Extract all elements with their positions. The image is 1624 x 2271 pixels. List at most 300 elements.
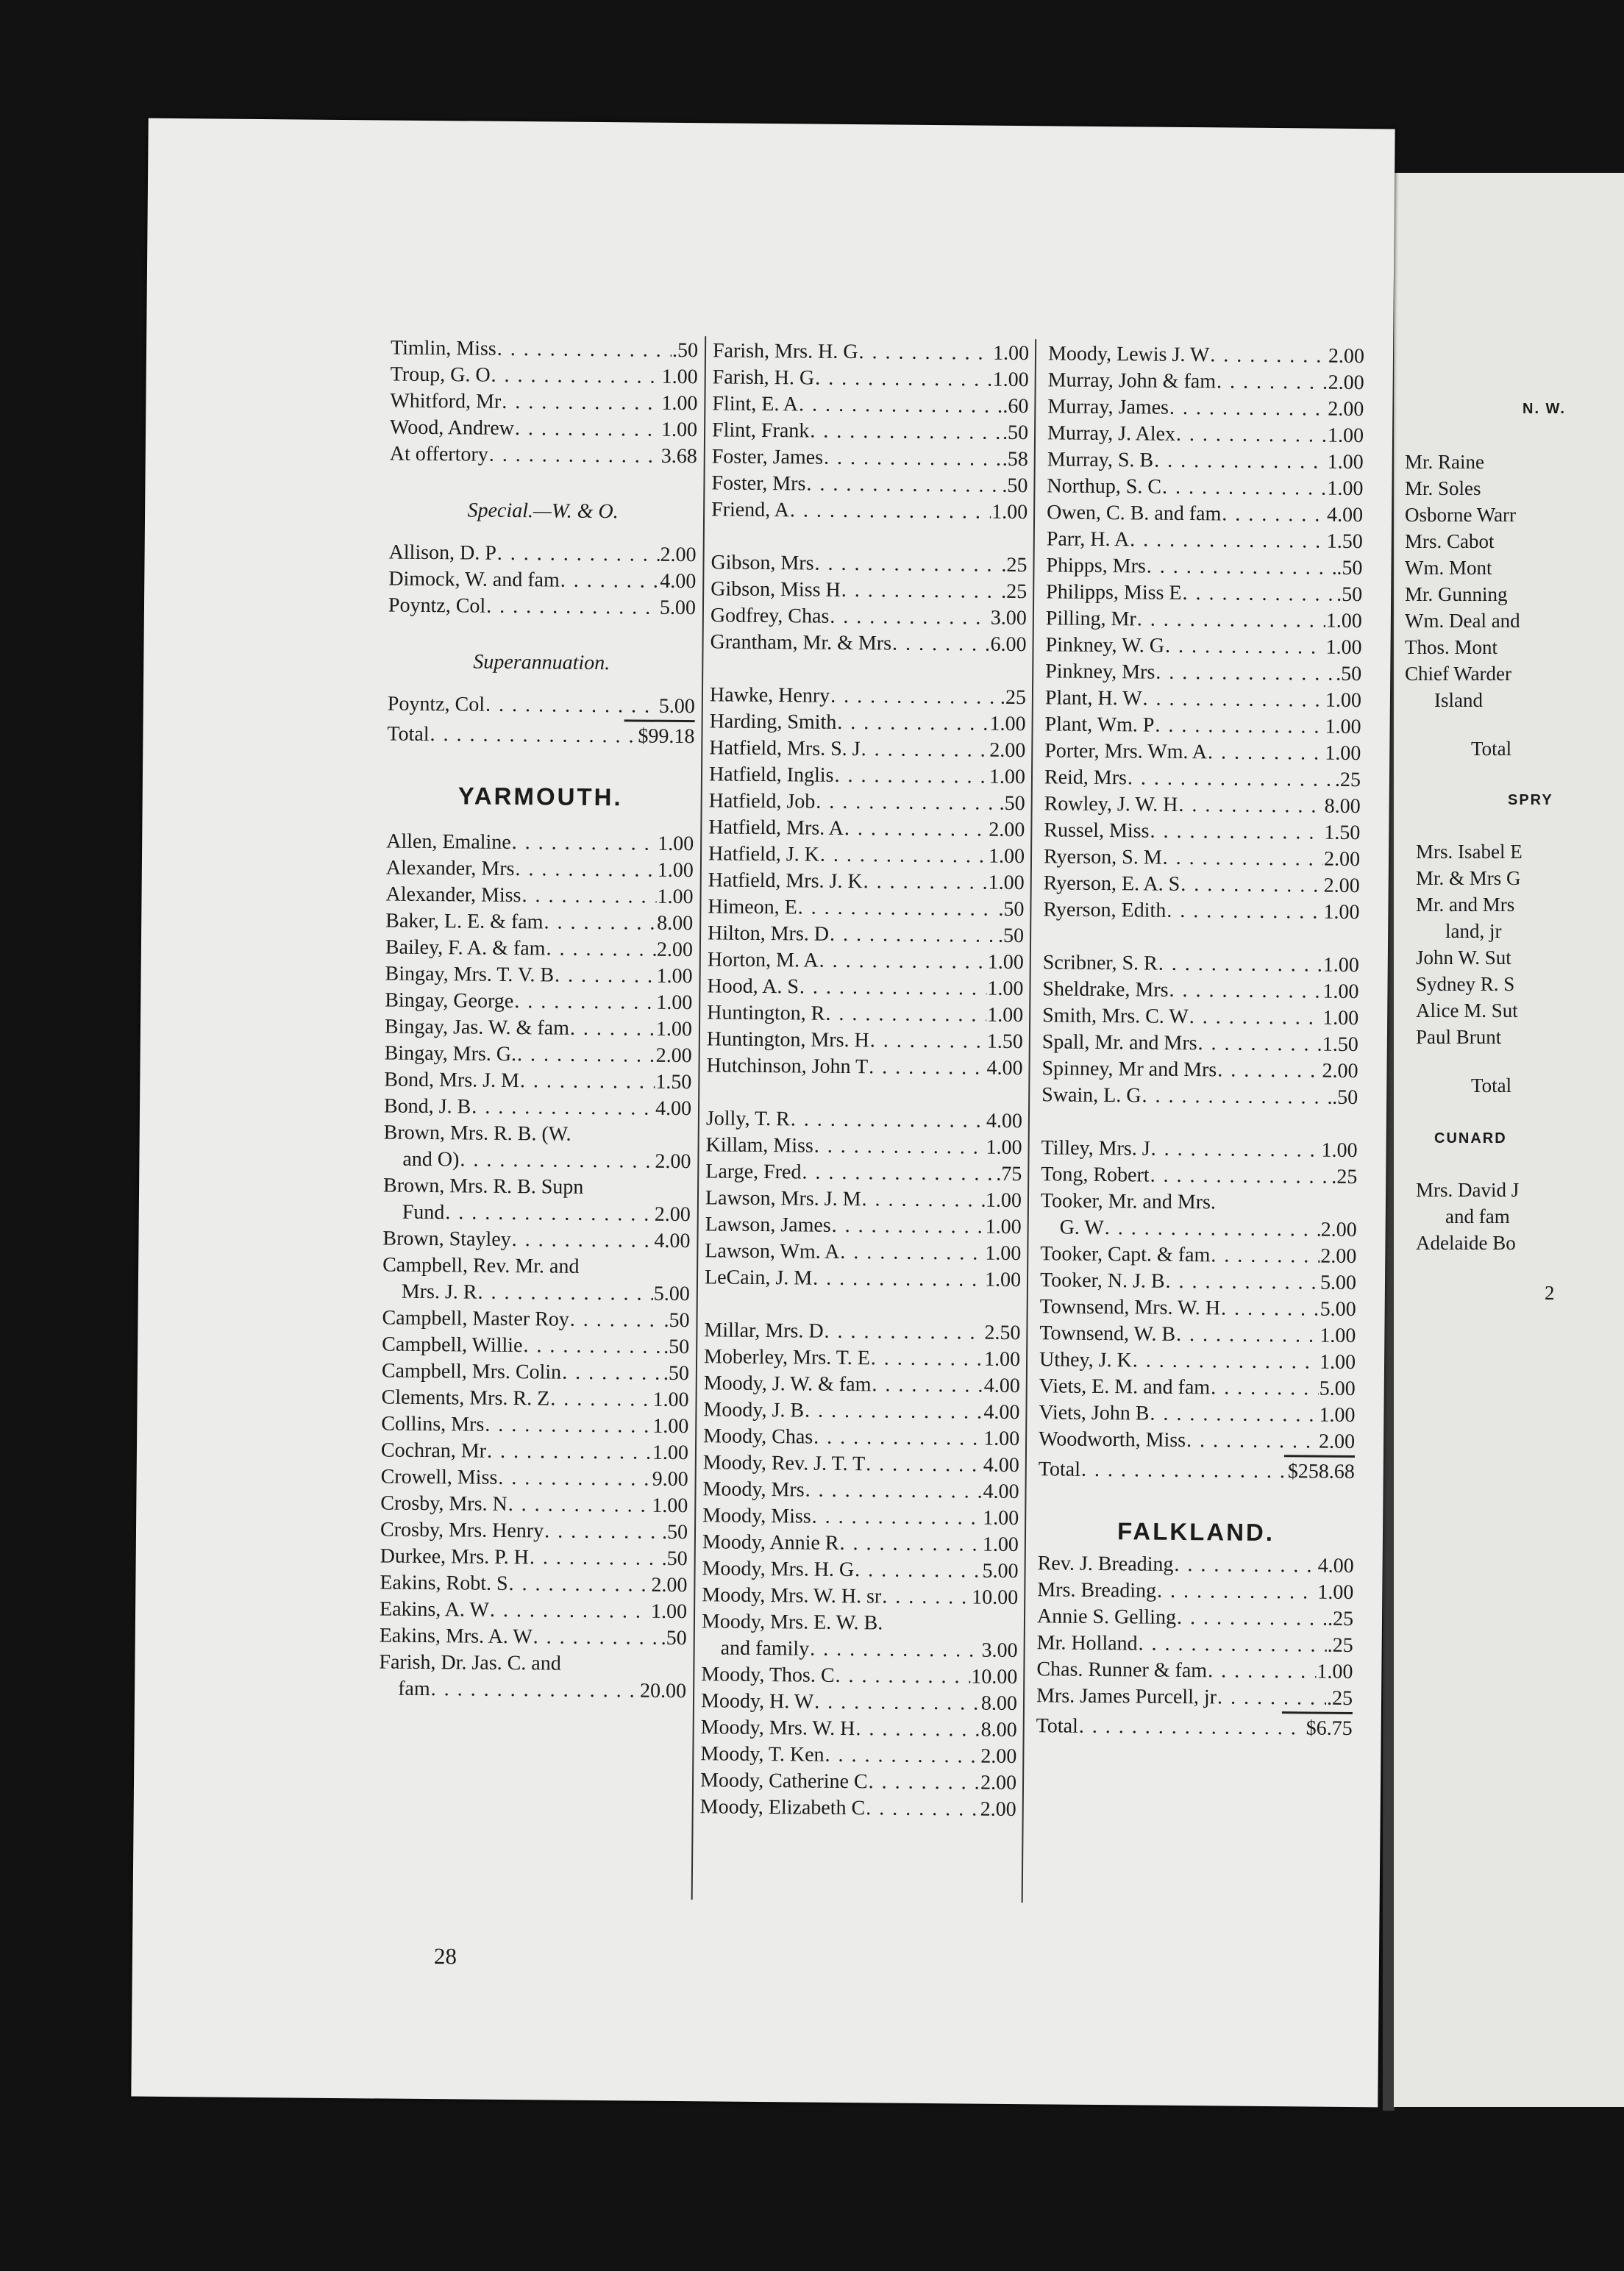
donation-amount: 2.00: [1328, 344, 1365, 368]
list-item: [708, 894, 1024, 923]
donation-amount: .25: [1331, 1165, 1358, 1189]
dot-leader: [835, 1663, 970, 1691]
list-item: [709, 735, 1025, 764]
donation-amount: 2.00: [1323, 847, 1361, 871]
donor-name: Porter, Mrs. Wm. A: [1044, 739, 1208, 764]
donor-name: Townsend, W. B: [1039, 1322, 1176, 1346]
donor-name: Mrs. J. R: [401, 1280, 477, 1304]
list-item: [384, 1094, 691, 1123]
list-item: [1039, 1426, 1355, 1455]
dot-leader: [866, 1795, 980, 1822]
dot-leader: [790, 497, 991, 525]
total-amount: $6.75: [1306, 1716, 1353, 1741]
list-item: [386, 855, 694, 885]
list-item: [388, 540, 696, 569]
list-item: [382, 1358, 689, 1387]
donor-name: Grantham, Mr. & Mrs: [710, 630, 892, 655]
donor-name: Pilling, Mr: [1045, 607, 1136, 631]
donation-amount: 2.00: [654, 1202, 691, 1227]
list-item: [702, 1555, 1018, 1585]
donation-amount: 1.00: [652, 1414, 689, 1438]
list-item: [1041, 1188, 1357, 1217]
list-item: [1044, 817, 1360, 846]
list-item: [1048, 367, 1364, 396]
donation-amount: 1.00: [1317, 1660, 1353, 1684]
donor-name: Tilley, Mrs. J: [1041, 1136, 1150, 1161]
donor-name: Timlin, Miss: [390, 336, 496, 360]
donor-name: Bond, Mrs. J. M: [384, 1068, 520, 1093]
dot-leader: [1177, 1605, 1327, 1633]
donor-name: Crowell, Miss: [380, 1465, 498, 1489]
donor-name: Parr, H. A: [1046, 527, 1130, 552]
dot-leader: [810, 418, 1002, 446]
donor-name: Moody, J. B: [703, 1398, 805, 1422]
donor-name: G. W: [1059, 1216, 1104, 1240]
donation-amount: 1.00: [652, 1441, 689, 1465]
list-item: [711, 470, 1028, 499]
dot-leader: [1217, 1684, 1326, 1711]
dot-leader: [471, 1094, 655, 1122]
donor-name: Moody, Lewis J. W: [1047, 342, 1210, 367]
donation-amount: .25: [1326, 1686, 1353, 1711]
dot-leader: [1169, 395, 1328, 423]
list-item: [708, 920, 1024, 949]
list-item: [384, 1120, 691, 1149]
dot-leader: [882, 1583, 971, 1611]
list-item: [1041, 1161, 1357, 1191]
dot-leader: [1222, 501, 1326, 528]
donation-amount: 2.00: [1323, 874, 1360, 898]
facing-page-text: Paul Brunt: [1416, 1026, 1502, 1048]
donor-name: Hatfield, J. K: [708, 842, 820, 866]
donation-amount: 1.00: [652, 1494, 688, 1518]
section-heading: FALKLAND.: [1116, 1517, 1275, 1547]
list-item: [1041, 1082, 1358, 1111]
list-item: [708, 946, 1024, 976]
donor-name: Tooker, Mr. and Mrs.: [1040, 1189, 1217, 1214]
donor-name: Alexander, Miss: [385, 883, 521, 908]
donation-amount: 3.00: [981, 1639, 1018, 1663]
total-amount: $258.68: [1287, 1460, 1355, 1484]
list-item: [705, 1132, 1022, 1161]
dot-leader: [841, 577, 1001, 605]
facing-page-text: Mr. Raine: [1405, 451, 1484, 473]
list-item: [713, 364, 1029, 393]
donation-amount: 4.00: [655, 1097, 692, 1121]
list-item: [704, 1344, 1020, 1373]
donation-amount: 1.00: [992, 368, 1029, 392]
dot-leader: [508, 1491, 652, 1519]
dot-leader: [1176, 421, 1327, 449]
donor-name: Ryerson, S. M: [1043, 845, 1162, 869]
donor-name: Crosby, Mrs. N: [380, 1491, 508, 1516]
donation-amount: 1.00: [982, 1533, 1019, 1557]
donation-amount: 1.00: [991, 500, 1028, 524]
donation-amount: 3.00: [990, 606, 1028, 630]
dot-leader: [514, 988, 655, 1016]
donor-name: Moody, Elizabeth C: [699, 1795, 866, 1820]
list-item: [708, 814, 1025, 844]
donor-name: Hatfield, Job: [708, 789, 816, 813]
donor-name: Lawson, James: [705, 1213, 831, 1237]
donor-name: Wood, Andrew: [389, 416, 515, 441]
donation-amount: 4.00: [983, 1400, 1020, 1425]
donor-name: Rev. J. Breading: [1037, 1552, 1174, 1576]
dot-leader: [858, 339, 992, 367]
donor-name: Brown, Mrs. R. B. Supn: [382, 1174, 584, 1199]
dot-leader: [1186, 1427, 1318, 1455]
list-item: [700, 1794, 1016, 1823]
list-item: [708, 867, 1025, 896]
donor-name: Eakins, Mrs. A. W: [379, 1624, 533, 1649]
dot-leader: [1165, 633, 1325, 661]
subsection-heading: Superannuation.: [473, 650, 610, 675]
list-item: [702, 1502, 1019, 1532]
donation-amount: .50: [1336, 662, 1362, 686]
dot-leader: [861, 736, 989, 764]
donation-amount: 1.00: [1327, 477, 1364, 501]
list-item: [1040, 1241, 1356, 1270]
facing-page-text: Total: [1471, 738, 1512, 760]
donation-amount: .50: [999, 791, 1025, 816]
donation-amount: 10.00: [972, 1586, 1019, 1610]
dot-leader: [1128, 765, 1334, 793]
donor-name: Plant, H. W: [1044, 686, 1142, 710]
donation-amount: 1.00: [661, 391, 698, 416]
donor-name: Eakins, A. W: [379, 1597, 490, 1622]
donor-name: Millar, Mrs. D: [704, 1319, 824, 1343]
list-item: [1047, 499, 1363, 529]
list-item: [379, 1675, 686, 1705]
donation-amount: 2.00: [989, 818, 1025, 842]
dot-leader: [570, 1016, 655, 1043]
section-heading: YARMOUTH.: [457, 782, 623, 811]
donor-name: Hutchinson, John T: [706, 1054, 869, 1079]
list-item: [388, 593, 696, 622]
list-item: [385, 961, 692, 991]
list-item: [701, 1714, 1017, 1744]
dot-leader: [1178, 792, 1324, 820]
dot-leader: [1079, 1712, 1306, 1744]
donation-amount: 2.00: [980, 1771, 1017, 1795]
donor-name: Poyntz, Col: [388, 593, 486, 618]
donation-amount: 2.00: [655, 1044, 692, 1068]
donation-amount: 2.00: [980, 1744, 1017, 1769]
donor-name: Himeon, E: [708, 895, 797, 919]
document-page: [131, 118, 1395, 2108]
list-item: [704, 1370, 1020, 1400]
list-item: [1040, 1267, 1356, 1297]
list-item: [709, 708, 1025, 738]
donation-amount: 1.00: [1322, 980, 1359, 1004]
donation-amount: 5.00: [982, 1559, 1019, 1583]
donor-name: Ryerson, E. A. S: [1043, 871, 1180, 896]
facing-page-text: land, jr: [1445, 920, 1502, 942]
donation-amount: 2.00: [655, 1149, 691, 1174]
donor-name: Flint, Frank: [711, 418, 810, 443]
dot-leader: [550, 1386, 652, 1413]
dot-leader: [819, 948, 987, 976]
dot-leader: [1150, 1401, 1318, 1429]
list-item: [707, 999, 1023, 1029]
list-item: [1037, 1577, 1353, 1606]
spacer: [705, 1291, 1021, 1320]
dot-leader: [562, 1360, 663, 1387]
dot-leader: [487, 1438, 652, 1466]
donation-amount: 1.00: [1320, 1324, 1356, 1348]
donor-name: Bingay, George: [385, 988, 514, 1013]
donation-amount: 1.00: [983, 1347, 1021, 1372]
donor-name: fam: [398, 1677, 430, 1701]
donor-name: Hatfield, Mrs. S. J: [709, 736, 861, 761]
column-3: [1036, 341, 1365, 1744]
donor-name: Campbell, Willie: [382, 1333, 523, 1358]
donation-amount: .25: [1334, 768, 1361, 792]
list-item: [709, 761, 1025, 791]
donor-name: Collins, Mrs: [381, 1412, 485, 1436]
dot-leader: [1211, 1375, 1319, 1402]
list-item: [703, 1423, 1019, 1452]
dot-leader: [1105, 1215, 1320, 1244]
donor-name: Brown, Stayley: [382, 1227, 511, 1252]
dot-leader: [866, 1451, 983, 1478]
list-item: [1039, 1347, 1356, 1376]
spacer: [710, 655, 1026, 685]
dot-leader: [869, 1054, 986, 1081]
dot-leader: [806, 471, 1001, 499]
donor-name: Chas. Runner & fam: [1036, 1658, 1208, 1683]
donation-amount: 1.50: [1326, 530, 1363, 554]
donor-name: Hawke, Henry: [709, 683, 830, 707]
donation-amount: 1.00: [1319, 1403, 1356, 1427]
list-item: [383, 1199, 691, 1228]
list-item: [380, 1596, 687, 1625]
dot-leader: [1137, 606, 1325, 634]
list-item: [390, 415, 697, 444]
dot-leader: [1167, 898, 1322, 926]
donation-amount: .25: [1327, 1607, 1354, 1631]
donation-amount: 1.00: [658, 832, 694, 856]
total-row: [1039, 1455, 1355, 1487]
donor-name: Smith, Mrs. C. W: [1042, 1004, 1189, 1029]
donor-name: Moberley, Mrs. T. E: [703, 1345, 871, 1370]
dot-leader: [1208, 739, 1324, 766]
donor-name: Moody, Miss: [702, 1504, 811, 1528]
donor-name: Mrs. Breading: [1037, 1578, 1157, 1602]
facing-page-text: Alice M. Sut: [1416, 999, 1518, 1022]
dot-leader: [544, 1518, 661, 1545]
dot-leader: [521, 883, 656, 910]
donor-name: Moody, Chas: [703, 1425, 813, 1449]
dot-leader: [546, 935, 656, 963]
dot-leader: [1157, 1578, 1317, 1606]
dot-leader: [1081, 1455, 1287, 1486]
facing-page-text: Mrs. Cabot: [1405, 530, 1495, 552]
donor-name: Plant, Wm. P: [1044, 713, 1155, 737]
list-item: [702, 1582, 1018, 1611]
donor-name: Murray, S. B: [1047, 448, 1154, 472]
donation-amount: 2.00: [1318, 1430, 1356, 1454]
list-item: [707, 973, 1023, 1002]
dot-leader: [812, 1504, 983, 1532]
donor-name: Fund: [402, 1200, 445, 1224]
donation-amount: 8.00: [980, 1691, 1018, 1716]
dot-leader: [515, 856, 657, 884]
list-item: [1042, 1002, 1358, 1032]
list-item: [390, 388, 697, 418]
donation-amount: 4.00: [654, 1229, 691, 1253]
list-item: [700, 1767, 1016, 1797]
facing-page-text: Mr. & Mrs G: [1416, 867, 1521, 889]
list-item: [380, 1516, 688, 1546]
donor-name: Moody, H. W: [700, 1689, 814, 1714]
donation-amount: 4.00: [986, 1056, 1023, 1080]
donor-name: Campbell, Rev. Mr. and: [382, 1253, 580, 1278]
donation-amount: 4.00: [983, 1453, 1019, 1477]
donation-amount: 1.00: [1325, 741, 1361, 766]
donation-amount: 2.00: [1328, 397, 1364, 421]
dot-leader: [485, 1412, 652, 1440]
spacer: [388, 619, 696, 649]
donation-amount: 8.00: [1324, 794, 1361, 819]
facing-page: [1394, 173, 1624, 2107]
list-item: [379, 1649, 686, 1678]
dot-leader: [1163, 845, 1324, 873]
donation-amount: 1.00: [1317, 1580, 1354, 1605]
list-item: [380, 1543, 688, 1572]
donor-name: Philipps, Miss E: [1046, 580, 1182, 605]
list-item: [1039, 1400, 1355, 1429]
list-item: [1045, 658, 1361, 688]
donor-name: Brown, Mrs. R. B. (W.: [383, 1121, 571, 1146]
list-item: [380, 1569, 687, 1599]
dot-leader: [1169, 977, 1322, 1005]
donation-amount: 8.00: [980, 1718, 1017, 1742]
facing-page-text: Sydney R. S: [1416, 973, 1515, 995]
donation-amount: .50: [660, 1626, 687, 1650]
dot-leader: [1158, 951, 1322, 979]
donor-name: Friend, A: [711, 498, 790, 522]
donation-amount: 1.00: [983, 1427, 1020, 1451]
list-item: [1048, 341, 1364, 370]
dot-leader: [1221, 1295, 1320, 1322]
donor-name: Tooker, Capt. & fam: [1040, 1242, 1211, 1267]
donor-name: Clements, Mrs. R. Z: [381, 1386, 550, 1411]
donor-name: Foster, Mrs: [711, 471, 806, 496]
donation-amount: .75: [996, 1162, 1022, 1186]
column-1: [379, 335, 698, 1705]
donor-name: Large, Fred: [705, 1160, 802, 1184]
list-item: [1047, 473, 1363, 502]
donation-amount: 10.00: [971, 1665, 1018, 1689]
donor-name: Bingay, Mrs. G.: [384, 1041, 517, 1066]
dot-leader: [530, 1544, 661, 1572]
dot-leader: [430, 720, 637, 751]
donation-amount: 2.00: [989, 738, 1026, 763]
dot-leader: [798, 894, 998, 922]
donor-name: Campbell, Mrs. Colin: [381, 1359, 562, 1384]
donor-name: Moody, Mrs. W. H. sr: [702, 1583, 882, 1608]
list-item: [388, 691, 695, 721]
facing-page-text: Wm. Deal and: [1405, 610, 1520, 632]
donation-amount: 1.00: [989, 712, 1026, 736]
list-item: [705, 1238, 1021, 1267]
dot-leader: [840, 1239, 984, 1267]
donation-amount: 1.50: [1324, 821, 1361, 845]
dot-leader: [533, 1624, 660, 1652]
list-item: [382, 1278, 690, 1308]
donor-name: Allison, D. P: [388, 541, 497, 565]
donation-amount: 1.00: [661, 365, 698, 389]
dot-leader: [825, 1742, 980, 1770]
dot-leader: [830, 683, 1000, 711]
donation-amount: .50: [663, 1308, 690, 1333]
donation-amount: 1.50: [1322, 1033, 1358, 1057]
dot-leader: [489, 442, 660, 470]
facing-page-text: Mrs. Isabel E: [1416, 841, 1522, 863]
dot-leader: [791, 1106, 986, 1134]
dot-leader: [477, 1280, 653, 1308]
donation-amount: 8.00: [657, 911, 694, 935]
dot-leader: [512, 830, 658, 858]
facing-page-text: Mr. and Mrs: [1416, 894, 1515, 916]
donor-name: and O): [402, 1147, 460, 1172]
dot-leader: [839, 1530, 982, 1558]
facing-page-text: Thos. Mont: [1405, 636, 1498, 658]
donor-name: Moody, Rev. J. T. T: [702, 1451, 866, 1476]
facing-page-text: Total: [1471, 1074, 1512, 1097]
facing-page-text: Mrs. David J: [1416, 1179, 1520, 1201]
dot-leader: [813, 1266, 984, 1294]
list-item: [1044, 844, 1360, 873]
list-item: [700, 1741, 1016, 1770]
column-2: [700, 338, 1030, 1823]
spacer: [1038, 1484, 1354, 1514]
list-item: [385, 1014, 692, 1044]
donation-amount: .50: [997, 924, 1025, 948]
donation-amount: 1.00: [987, 950, 1024, 974]
list-item: [710, 682, 1026, 711]
facing-page-text: Mr. Gunning: [1405, 583, 1508, 605]
donation-amount: .50: [663, 1361, 690, 1386]
list-item: [1040, 1214, 1356, 1244]
list-item: [381, 1384, 688, 1413]
list-item: [380, 1464, 688, 1493]
donation-amount: 1.00: [1325, 688, 1362, 713]
donor-name: Gibson, Mrs: [710, 551, 814, 575]
facing-page-text: Osborne Warr: [1405, 504, 1517, 526]
dot-leader: [555, 963, 656, 990]
dot-leader: [512, 1227, 654, 1255]
donation-amount: .50: [1332, 1085, 1358, 1110]
list-item: [1044, 738, 1361, 767]
list-item: [712, 417, 1028, 446]
list-item: [383, 1146, 691, 1175]
dot-leader: [517, 1041, 655, 1069]
donation-amount: 1.00: [985, 1241, 1022, 1266]
dot-leader: [844, 816, 989, 844]
donor-name: Rowley, J. W. H: [1044, 792, 1178, 816]
donation-amount: 4.00: [660, 569, 697, 593]
facing-page-text: Adelaide Bo: [1416, 1232, 1516, 1254]
donation-amount: 1.00: [1323, 900, 1360, 924]
spacer: [1041, 1108, 1358, 1138]
donation-amount: .50: [661, 1520, 688, 1544]
list-item: [706, 1105, 1022, 1135]
dot-leader: [1176, 1322, 1320, 1350]
list-item: [1047, 446, 1364, 476]
donation-amount: 1.00: [985, 1188, 1022, 1213]
